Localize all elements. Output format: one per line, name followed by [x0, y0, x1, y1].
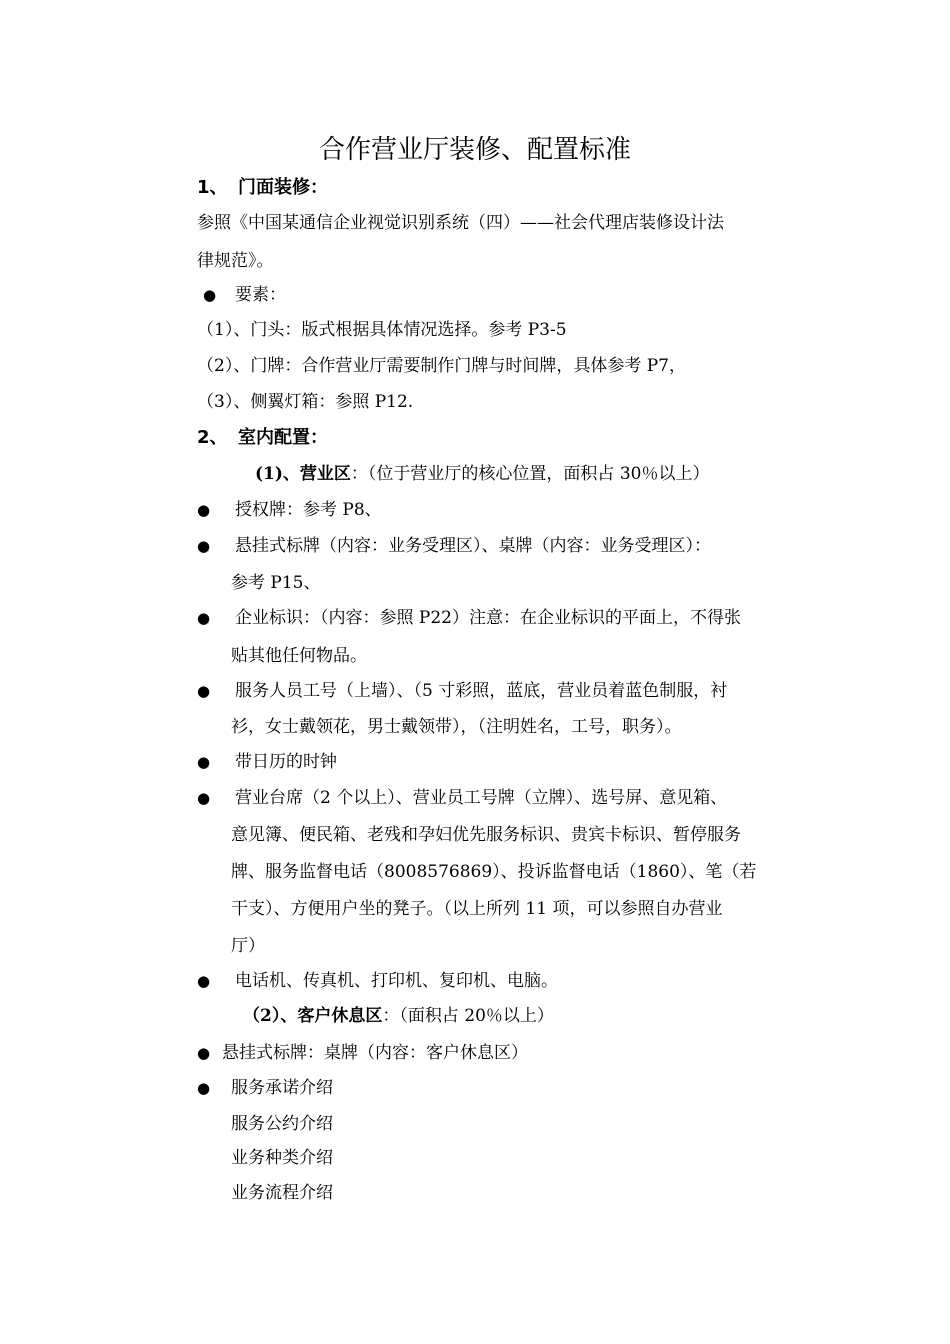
list-item: 带日历的时钟 — [235, 752, 337, 772]
list-item-continuation: 干支）、方便用户坐的凳子。（以上所列 11 项，可以参照自办营业 — [231, 899, 723, 919]
section-1-heading: 门面装修： — [238, 177, 328, 198]
bullet-icon: ● — [197, 972, 211, 990]
area-2-label: （2）、客户休息区 — [243, 1006, 383, 1026]
section-1-intro-line-1: 参照《中国某通信企业视觉识别系统（四）——社会代理店装修设计法 — [197, 213, 724, 233]
list-item: 悬挂式标牌：桌牌（内容：客户休息区） — [222, 1043, 528, 1063]
bullet-icon: ● — [197, 1044, 211, 1062]
section-1-number: 1、 — [197, 177, 228, 198]
list-item: 电话机、传真机、打印机、复印机、电脑。 — [235, 971, 558, 991]
list-item-continuation: 厅） — [231, 936, 265, 956]
bullet-icon: ● — [197, 682, 211, 700]
list-item: 企业标识：（内容：参照 P22）注意：在企业标识的平面上，不得张 — [235, 608, 741, 628]
area-1-label: (1)、营业区 — [255, 464, 351, 484]
bullet-icon: ● — [197, 753, 211, 771]
section-1-item-3: （3）、侧翼灯箱：参照 P12. — [197, 392, 414, 412]
bullet-icon: ● — [197, 537, 211, 555]
list-item: 悬挂式标牌（内容：业务受理区）、桌牌（内容：业务受理区）： — [235, 536, 711, 556]
area-1-heading — [255, 463, 709, 485]
section-1-intro-line-2: 律规范》。 — [197, 251, 274, 271]
section-2-heading: 室内配置： — [238, 427, 328, 448]
list-item-continuation: 贴其他任何物品。 — [231, 646, 367, 666]
section-2-number: 2、 — [197, 427, 228, 448]
bullet-icon: ● — [197, 789, 211, 807]
area-1-note: ：（位于营业厅的核心位置，面积占 30％以上） — [350, 464, 710, 484]
bullet-icon: ● — [203, 286, 217, 304]
list-item-continuation: 意见簿、便民箱、老残和孕妇优先服务标识、贵宾卡标识、暂停服务 — [231, 825, 741, 845]
list-item-continuation: 参考 P15、 — [231, 573, 321, 593]
list-item: 服务人员工号（上墙）、（5 寸彩照，蓝底，营业员着蓝色制服，衬 — [235, 681, 728, 701]
list-item-continuation: 衫，女士戴领花，男士戴领带），（注明姓名，工号，职务）。 — [231, 717, 682, 737]
document-title: 合作营业厅装修、配置标准 — [318, 135, 631, 165]
list-item: 营业台席（2 个以上）、营业员工号牌（立牌）、选号屏、意见箱、 — [235, 788, 728, 808]
bullet-icon: ● — [197, 501, 211, 519]
bullet-icon: ● — [197, 609, 211, 627]
list-item-continuation: 牌、服务监督电话（8008576869）、投诉监督电话（1860）、笔（若 — [231, 862, 757, 882]
area-2-note: ：（面积占 20％以上） — [382, 1006, 554, 1026]
list-item: 服务承诺介绍 — [231, 1078, 333, 1098]
elements-label: 要素： — [235, 285, 286, 305]
list-item: 授权牌：参考 P8、 — [235, 500, 382, 520]
list-item-continuation: 服务公约介绍 — [231, 1114, 333, 1134]
section-1-item-2: （2）、门牌：合作营业厅需要制作门牌与时间牌，具体参考 P7， — [197, 356, 686, 376]
area-2-heading — [243, 1005, 554, 1027]
bullet-icon: ● — [197, 1079, 211, 1097]
list-item-continuation: 业务种类介绍 — [231, 1148, 333, 1168]
section-1-item-1: （1）、门头：版式根据具体情况选择。参考 P3-5 — [197, 320, 567, 340]
list-item-continuation: 业务流程介绍 — [231, 1183, 333, 1203]
